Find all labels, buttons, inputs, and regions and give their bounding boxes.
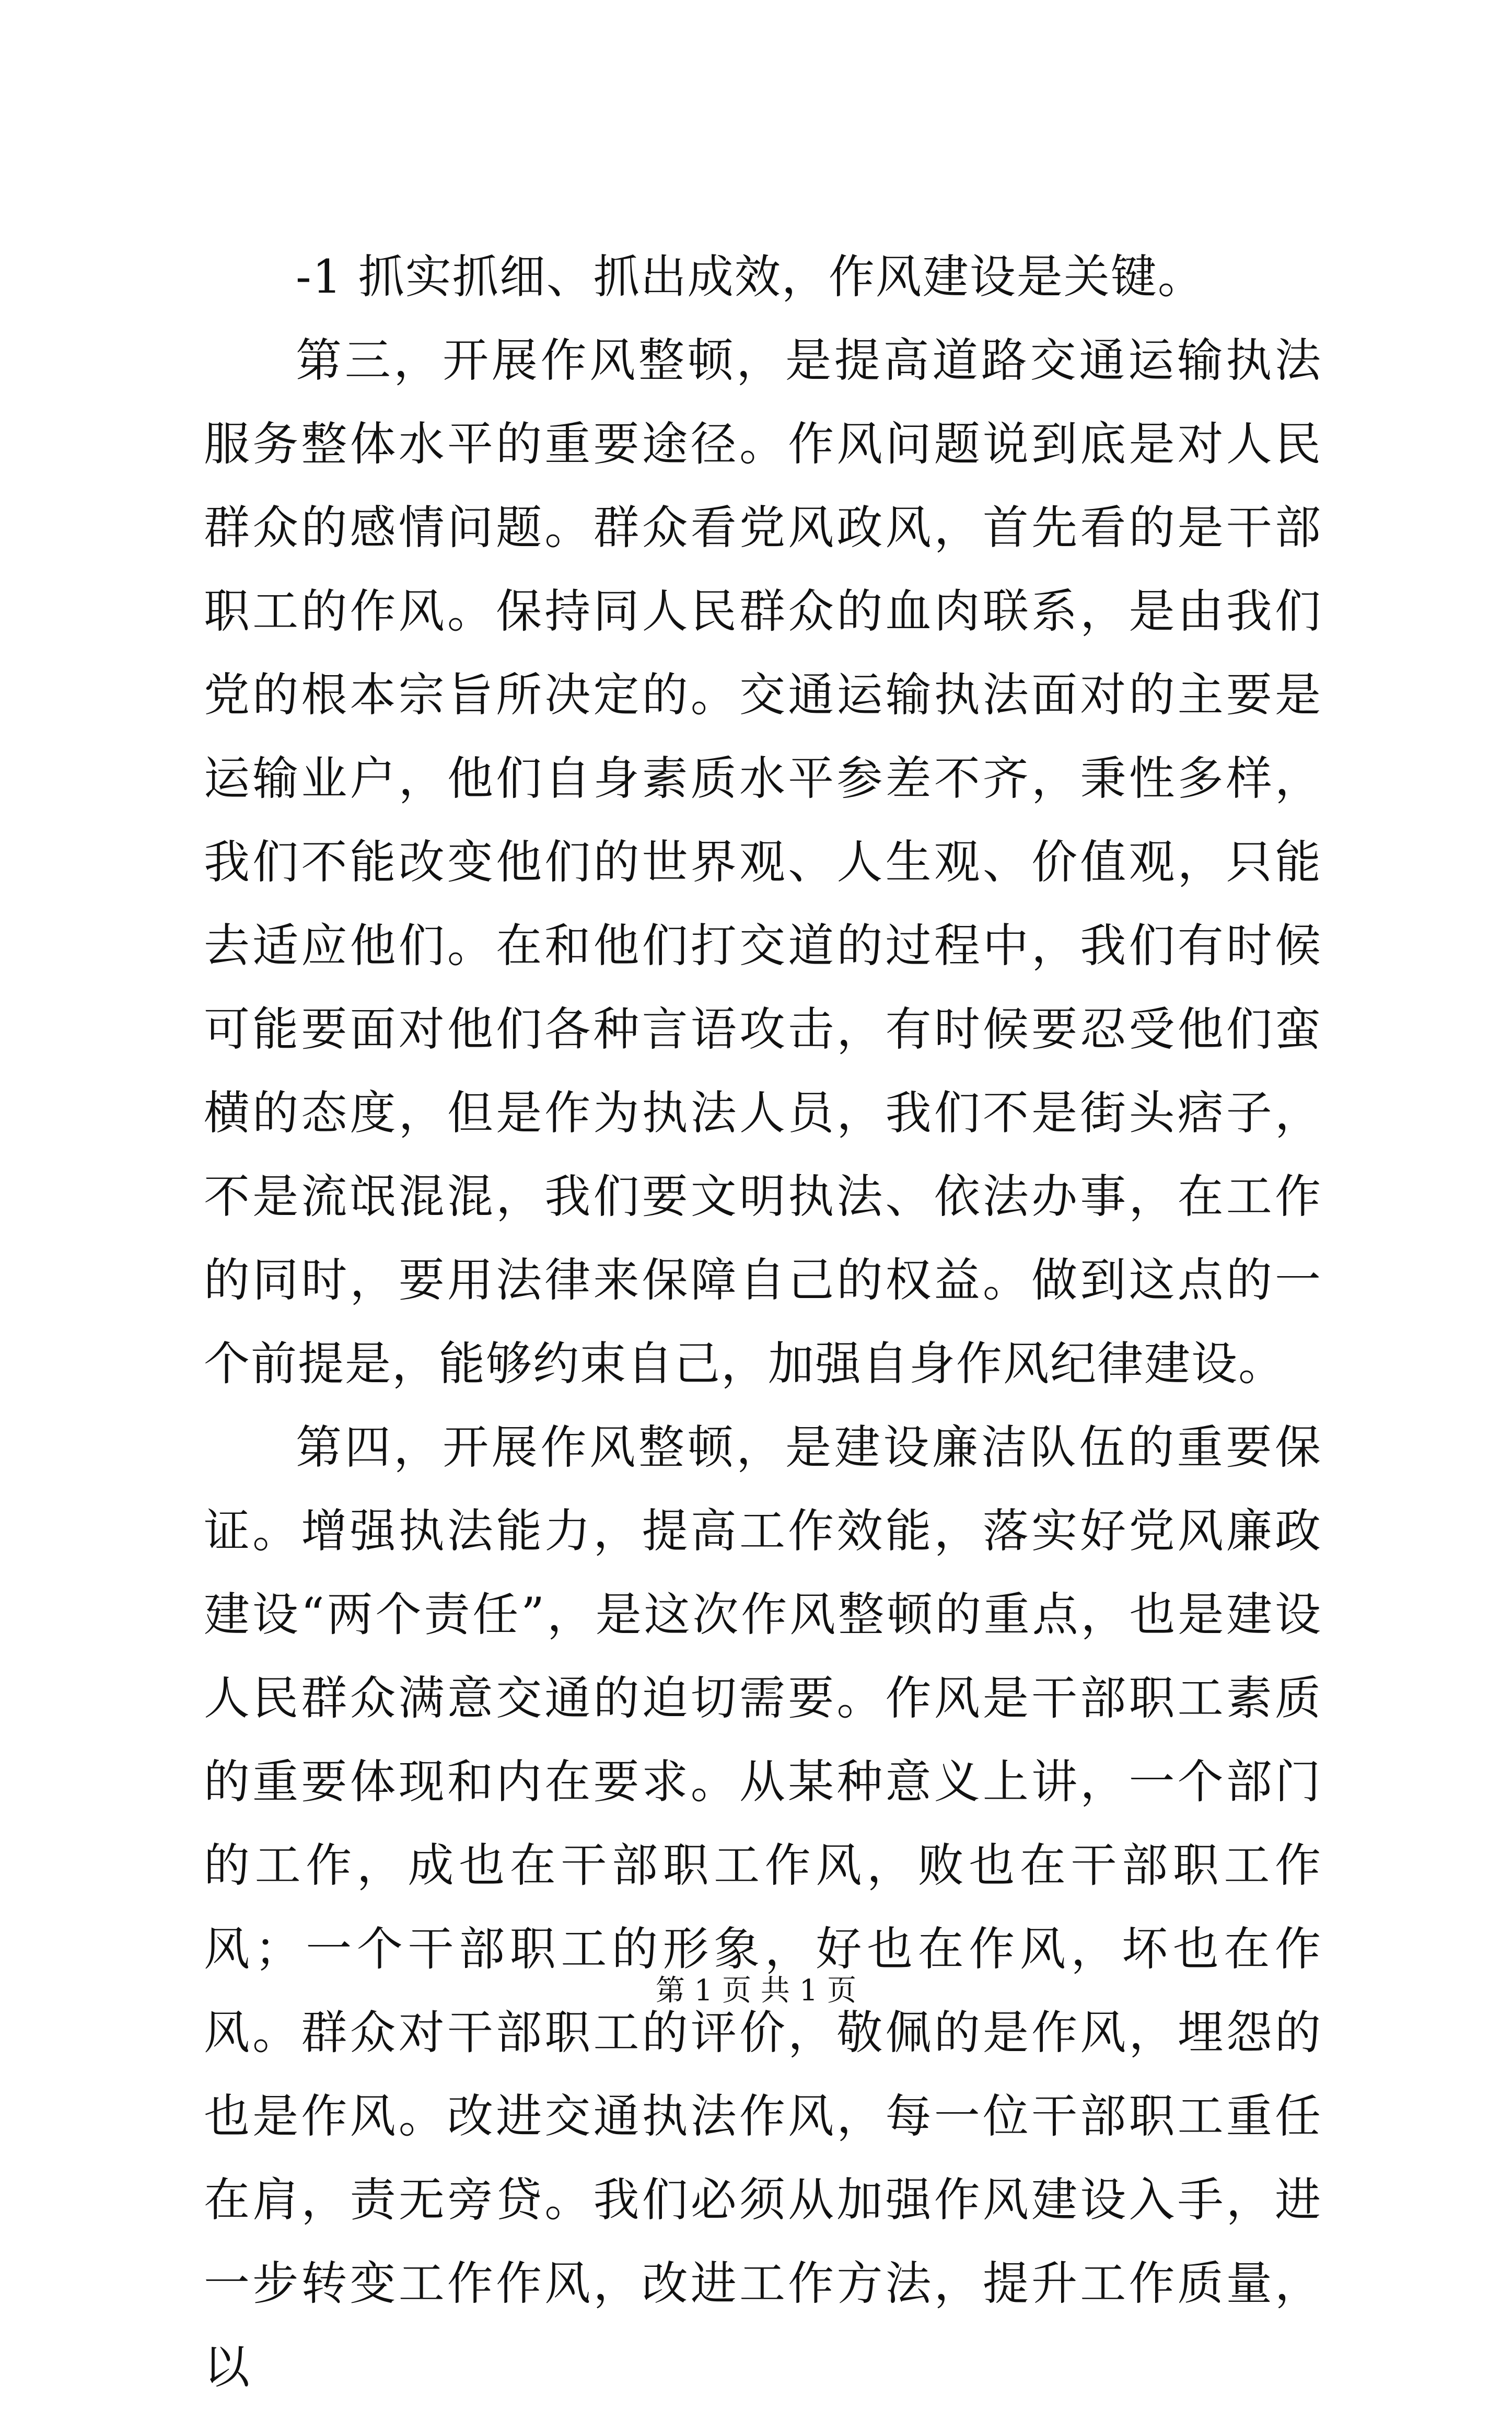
- document-body: [204, 235, 1322, 2409]
- paragraph-third: 第三，开展作风整顿，是提高道路交通运输执法服务整体水平的重要途径。作风问题说到底是对人民群众的感情问题。群众看党风政风，首先看的是干部职工的作风。保持同人民群众的血肉联系，是由我们党的根本宗旨所决定的。交通运输执法面对的主要是运输业户，他们自身素质水平参差不齐，秉性多样，我们不能改变他们的世界观、人生观、价值观，只能去适应他们。在和他们打交道的过程中，我们有时候可能要面对他们各种言语攻击，有时候要忍受他们蛮横的态度，但是作为执法人员，我们不是街头痞子，不是流氓混混，我们要文明执法、依法办事，在工作的同时，要用法律来保障自己的权益。做到这点的一个前提是，能够约束自己，加强自身作风纪律建设。: [204, 333, 1322, 1391]
- page-footer: 第 1 页 共 1 页: [655, 1974, 857, 2008]
- paragraph-intro: -1 抓实抓细、抓出成效，作风建设是关键。: [296, 250, 1205, 304]
- paragraph-fourth: 第四，开展作风整顿，是建设廉洁队伍的重要保证。增强执法能力，提高工作效能，落实好党风廉政建设“两个责任”，是这次作风整顿的重点，也是建设人民群众满意交通的迫切需要。作风是干部职工素质的重要体现和内在要求。从某种意义上讲，一个部门的工作，成也在干部职工作风，败也在干部职工作风；一个干部职工的形象，好也在作风，坏也在作风。群众对干部职工的评价，敬佩的是作风，埋怨的也是作风。改进交通执法作风，每一位干部职工重任在肩，责无旁贷。我们必须从加强作风建设入手，进一步转变工作作风，改进工作方法，提升工作质量，以: [204, 1420, 1322, 2394]
